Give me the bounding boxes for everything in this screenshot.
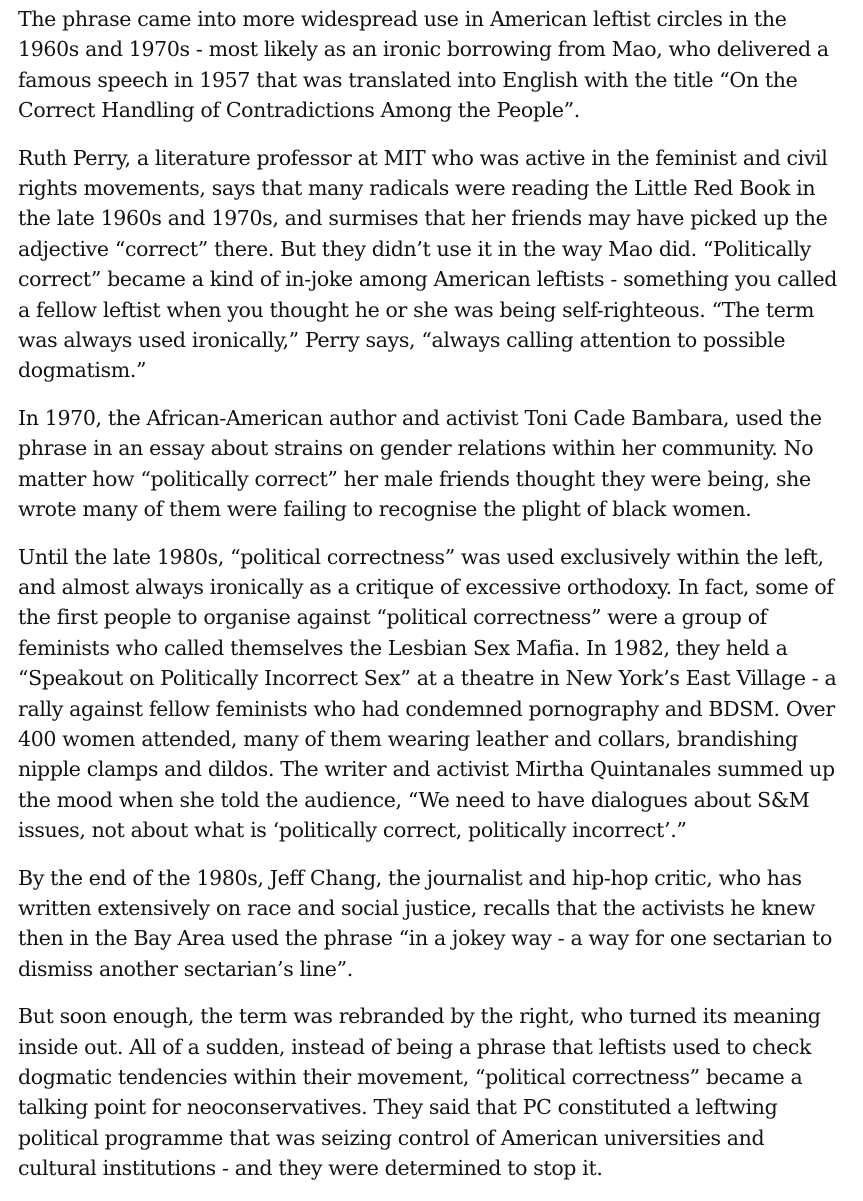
article-paragraph: The phrase came into more widespread use in American leftist circles in the 1960s and 1970s - most likely as an ironic borrowing from Mao, who delivered a famous speech in 1957 that was translated into English with the title “On the Correct Handling of Contradictions Among the People”. [18, 7, 829, 123]
article-paragraph: By the end of the 1980s, Jeff Chang, the journalist and hip-hop critic, who has written extensively on race and social justice, recalls that the activists he knew then in the Bay Area used the phrase “in a jokey way - a way for one sectarian to dismiss another sectarian’s line”. [18, 865, 832, 981]
article-paragraph: Until the late 1980s, “political correctness” was used exclusively within the left, and almost always ironically as a critique of excessive orthodoxy. In fact, some of the first people to organise against “political correctness” were a group of feminists who called themselves the Lesbian Sex Mafia. In 1982, they held a “Speakout on Politically Incorrect Sex” at a theatre in New York’s East Village - a rally against fellow feminists who had condemned pornography and BDSM. Over 400 women attended, many of them wearing leather and collars, brandishing nipple clamps and dildos. The writer and activist Mirtha Quintanales summed up the mood when she told the audience, “We need to have dialogues about S&M issues, not about what is ‘politically correct, politically incorrect’.” [18, 544, 837, 843]
article-paragraph: In 1970, the African-American author and activist Toni Cade Bambara, used the phrase in an essay about strains on gender relations within her community. No matter how “politically correct” her male friends thought they were being, she wrote many of them were failing to recognise the plight of black women. [18, 405, 822, 522]
article-paragraph: But soon enough, the term was rebranded by the right, who turned its meaning inside out. All of a sudden, instead of being a phrase that leftists used to check dogmatic tendencies within their movement, “political correctness” became a talking point for neoconservatives. They said that PC constituted a leftwing political programme that was seizing control of American universities and cultural institutions - and they were determined to stop it. [18, 1004, 821, 1181]
article-paragraph: Ruth Perry, a literature professor at MIT who was active in the feminist and civil rights movements, says that many radicals were reading the Little Red Book in the late 1960s and 1970s, and surmises that her friends may have picked up the adjective “correct” there. But they didn’t use it in the way Mao did. “Politically correct” became a kind of in-joke among American leftists - something you called a fellow leftist when you thought he or she was being self-righteous. “The term was always used ironically,” Perry says, “always calling attention to possible dogmatism.” [18, 145, 838, 383]
article-body [18, 4, 848, 1201]
